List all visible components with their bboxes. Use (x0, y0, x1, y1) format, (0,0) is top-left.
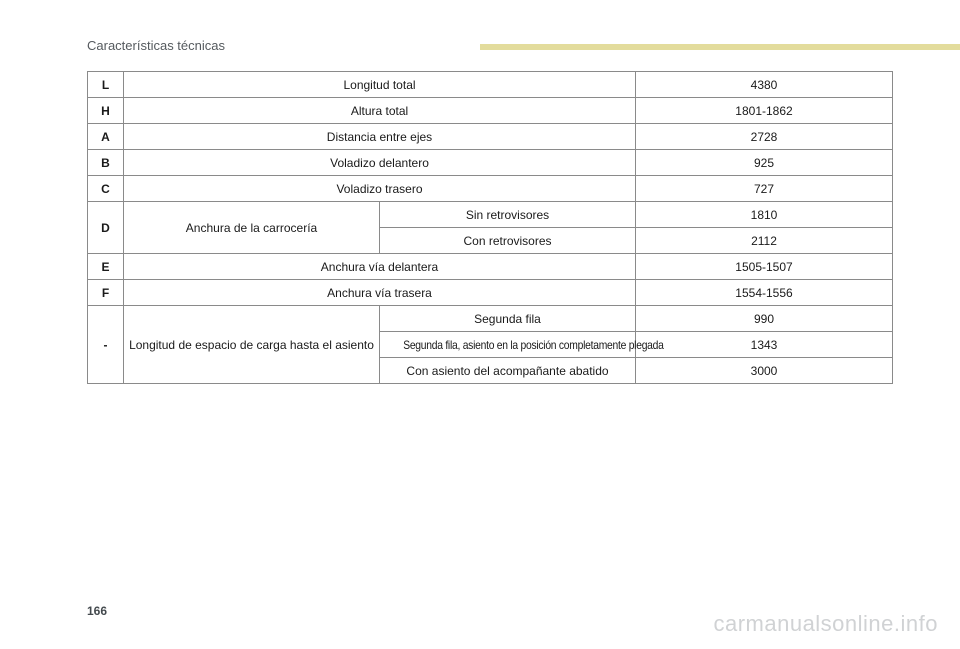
row-label: Longitud de espacio de carga hasta el asiento (124, 306, 380, 384)
table-row (88, 280, 893, 306)
row-sublabel (380, 332, 664, 358)
table-row (88, 150, 893, 176)
row-code: L (88, 72, 124, 98)
row-value: 1343 (636, 332, 893, 358)
page-number: 166 (87, 604, 108, 618)
row-sublabel: Sin retrovisores (380, 202, 636, 228)
row-label: Distancia entre ejes (124, 124, 636, 150)
row-sublabel: Con asiento del acompañante abatido (380, 358, 636, 384)
table-row (88, 254, 893, 280)
row-label: Anchura vía trasera (124, 280, 636, 306)
row-code: B (88, 150, 124, 176)
row-value: 925 (636, 150, 893, 176)
row-value: 2728 (636, 124, 893, 150)
row-code: H (88, 98, 124, 124)
row-label: Anchura de la carrocería (124, 202, 380, 254)
table-row (88, 72, 893, 98)
row-label: Altura total (124, 98, 636, 124)
table-row (88, 124, 893, 150)
section-title: Características técnicas (87, 38, 225, 53)
row-value: 2112 (636, 228, 893, 254)
row-value: 727 (636, 176, 893, 202)
row-label: Anchura vía delantera (124, 254, 636, 280)
row-code: E (88, 254, 124, 280)
header-accent-bar (480, 44, 960, 50)
row-code: - (88, 306, 124, 384)
row-code: D (88, 202, 124, 254)
row-sublabel-text: Segunda fila, asiento en la posición completamente plegada (403, 337, 664, 352)
row-value: 1801-1862 (636, 98, 893, 124)
table-row (88, 98, 893, 124)
row-value: 1810 (636, 202, 893, 228)
row-value: 3000 (636, 358, 893, 384)
row-sublabel: Segunda fila (380, 306, 636, 332)
row-value: 4380 (636, 72, 893, 98)
watermark: carmanualsonline.info (713, 611, 938, 636)
row-value: 990 (636, 306, 893, 332)
table-row (88, 202, 893, 228)
row-value: 1505-1507 (636, 254, 893, 280)
table-row (88, 306, 893, 332)
table-row (88, 176, 893, 202)
row-code: A (88, 124, 124, 150)
row-value: 1554-1556 (636, 280, 893, 306)
row-label: Longitud total (124, 72, 636, 98)
row-code: C (88, 176, 124, 202)
row-label: Voladizo trasero (124, 176, 636, 202)
row-sublabel: Con retrovisores (380, 228, 636, 254)
row-label: Voladizo delantero (124, 150, 636, 176)
dimensions-table (87, 71, 893, 384)
row-code: F (88, 280, 124, 306)
